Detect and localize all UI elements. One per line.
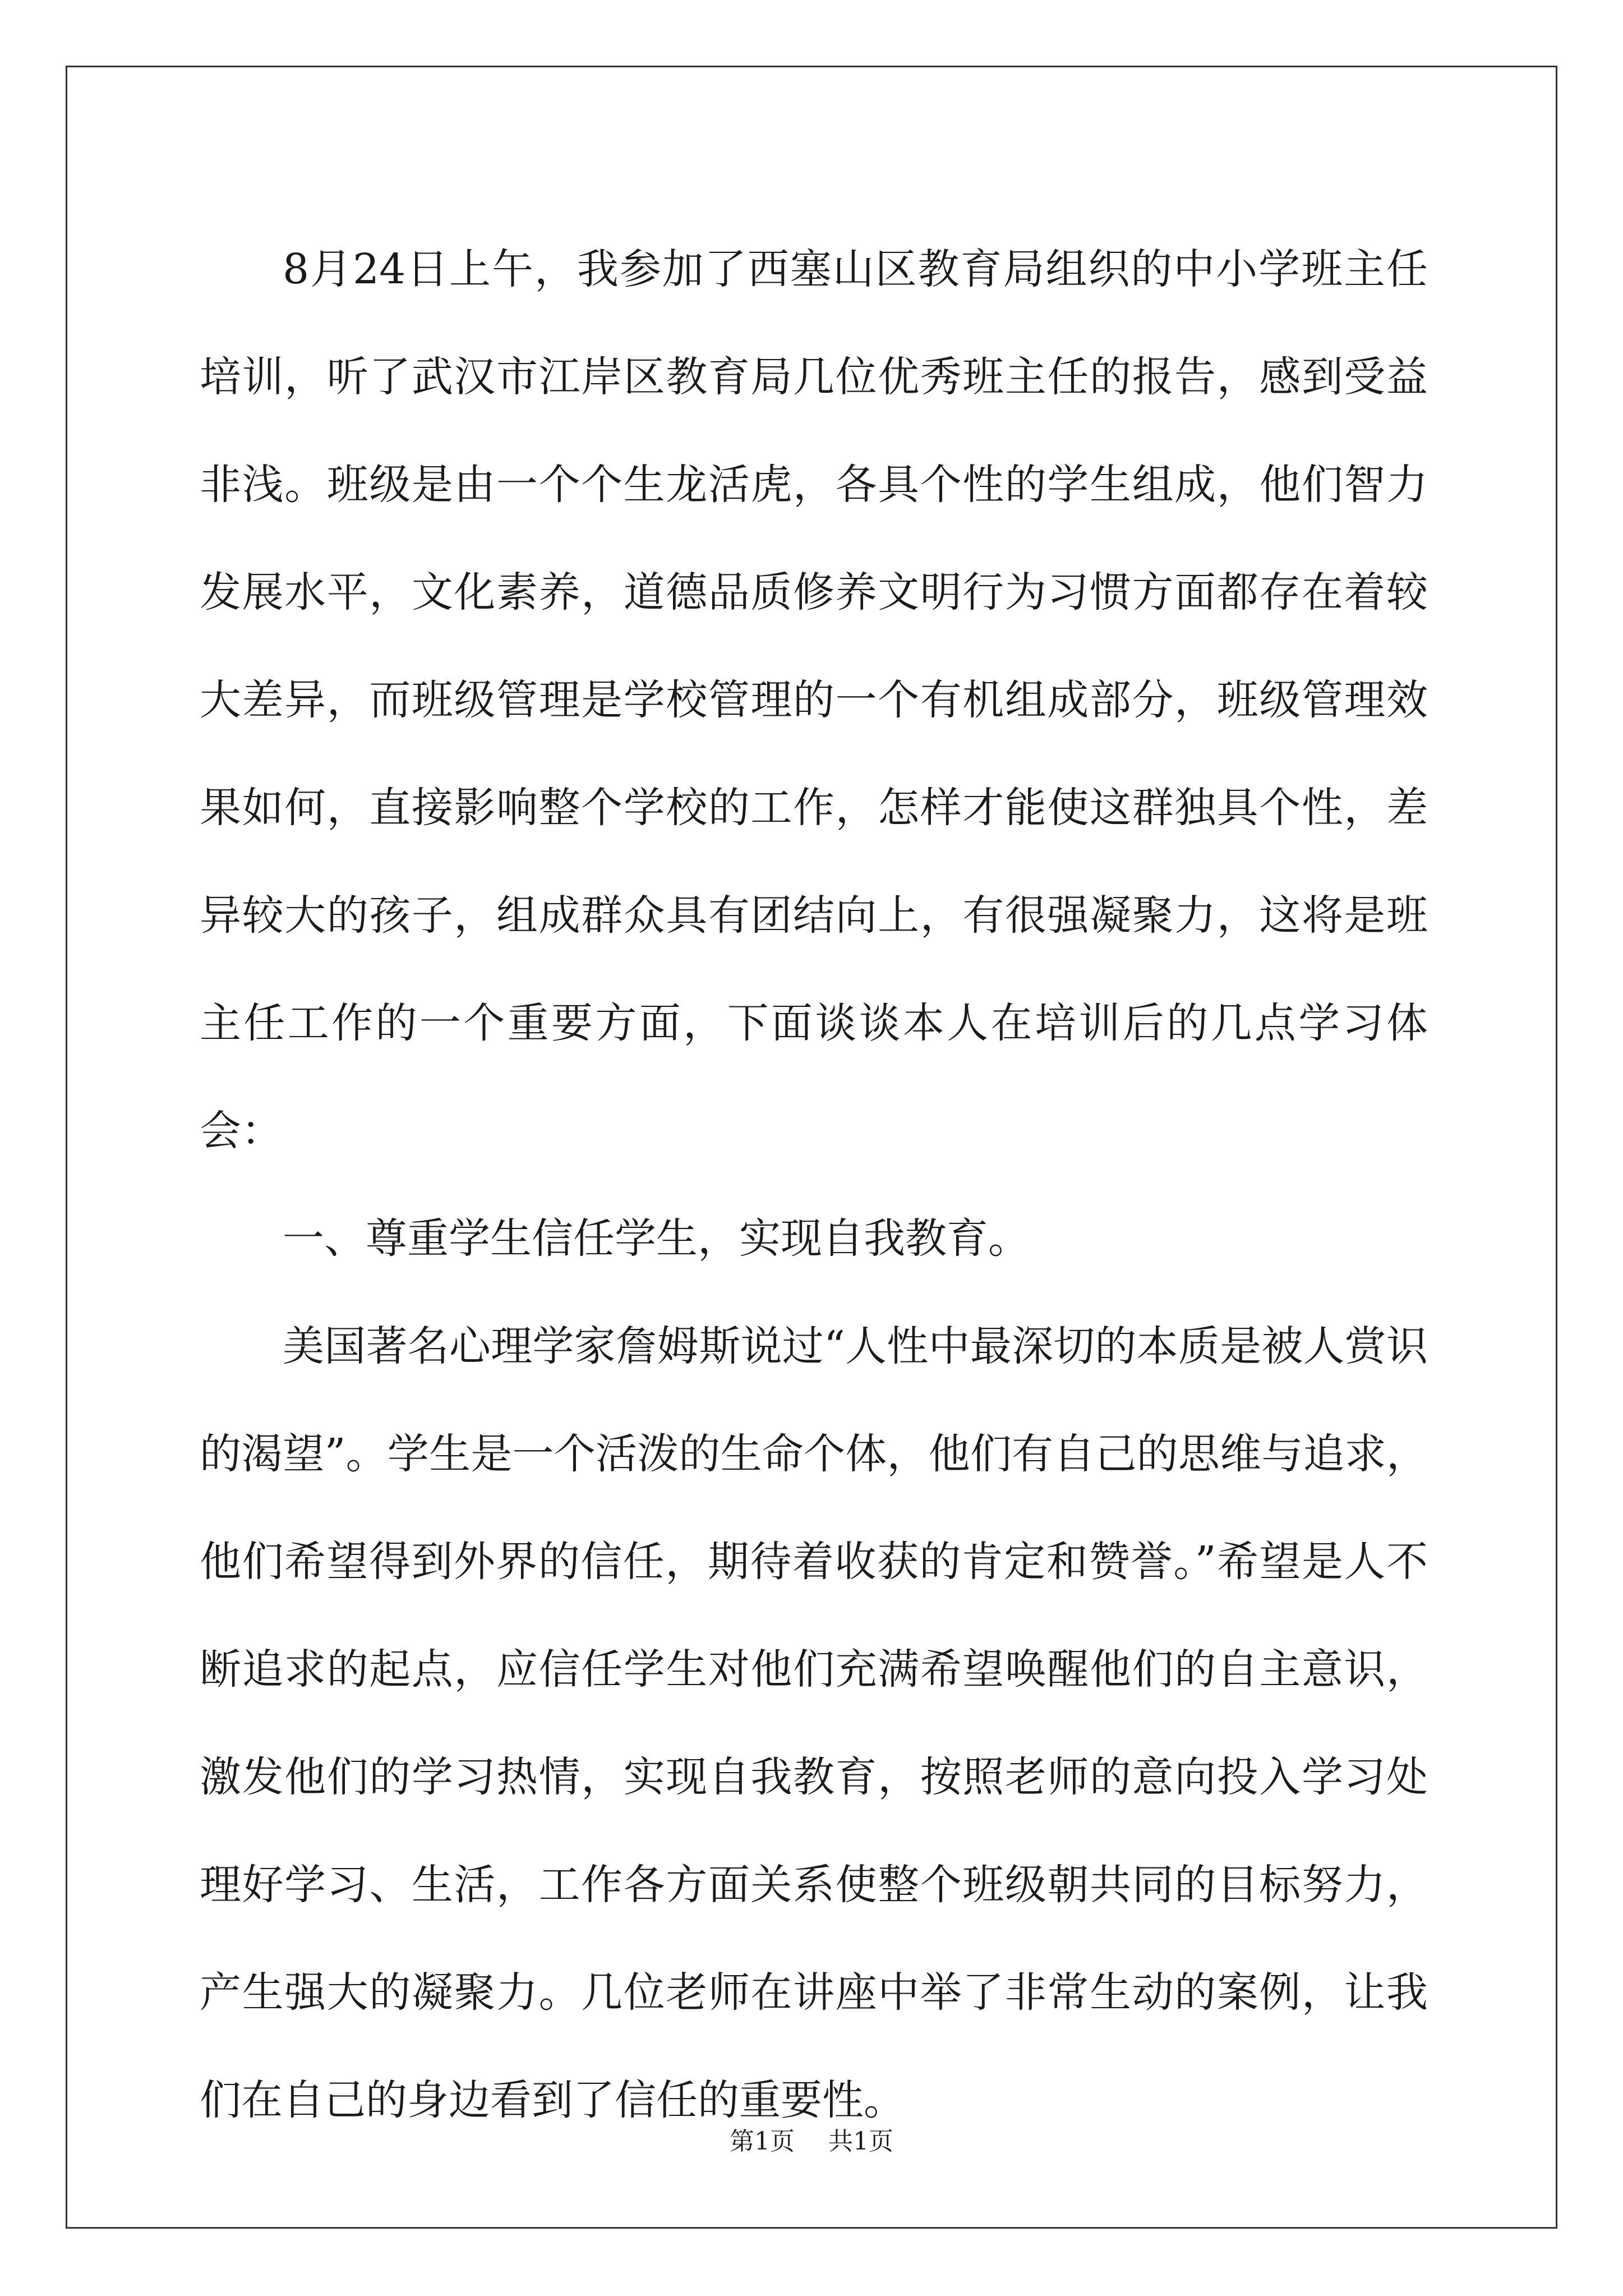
page-number: 第1页 bbox=[730, 2127, 795, 2156]
paragraph-body: 美国著名心理学家詹姆斯说过“人性中最深切的本质是被人赏识的渴望”。学生是一个活泼的生命个体，他们有自己的思维与追求，他们希望得到外界的信任，期待着收获的肯定和赞誉。”希望是人不断追求的起点，应信任学生对他们充满希望唤醒他们的自主意识，激发他们的学习热情，实现自我教育，按照老师的意向投入学习处理好学习、生活，工作各方面关系使整个班级朝共同的目标努力，产生强大的凝聚力。几位老师在讲座中举了非常生动的案例，让我们在自己的身边看到了信任的重要性。 bbox=[200, 1322, 1428, 2124]
document-body bbox=[200, 215, 1428, 2154]
paragraph-section-heading: 一、尊重学生信任学生，实现自我教育。 bbox=[283, 1214, 1030, 1263]
page-total: 共1页 bbox=[828, 2127, 893, 2156]
page-footer bbox=[0, 2125, 1623, 2159]
paragraph-intro: 8月24日上午，我参加了西塞山区教育局组织的中小学班主任培训，听了武汉市江岸区教育局几位优秀班主任的报告，感到受益非浅。班级是由一个个生龙活虎，各具个性的学生组成，他们智力发展水平，文化素养，道德品质修养文明行为习惯方面都存在着较大差异，而班级管理是学校管理的一个有机组成部分，班级管理效果如何，直接影响整个学校的工作，怎样才能使这群独具个性，差异较大的孩子，组成群众具有团结向上，有很强凝聚力，这将是班主任工作的一个重要方面，下面谈谈本人在培训后的几点学习体会： bbox=[200, 245, 1428, 1155]
